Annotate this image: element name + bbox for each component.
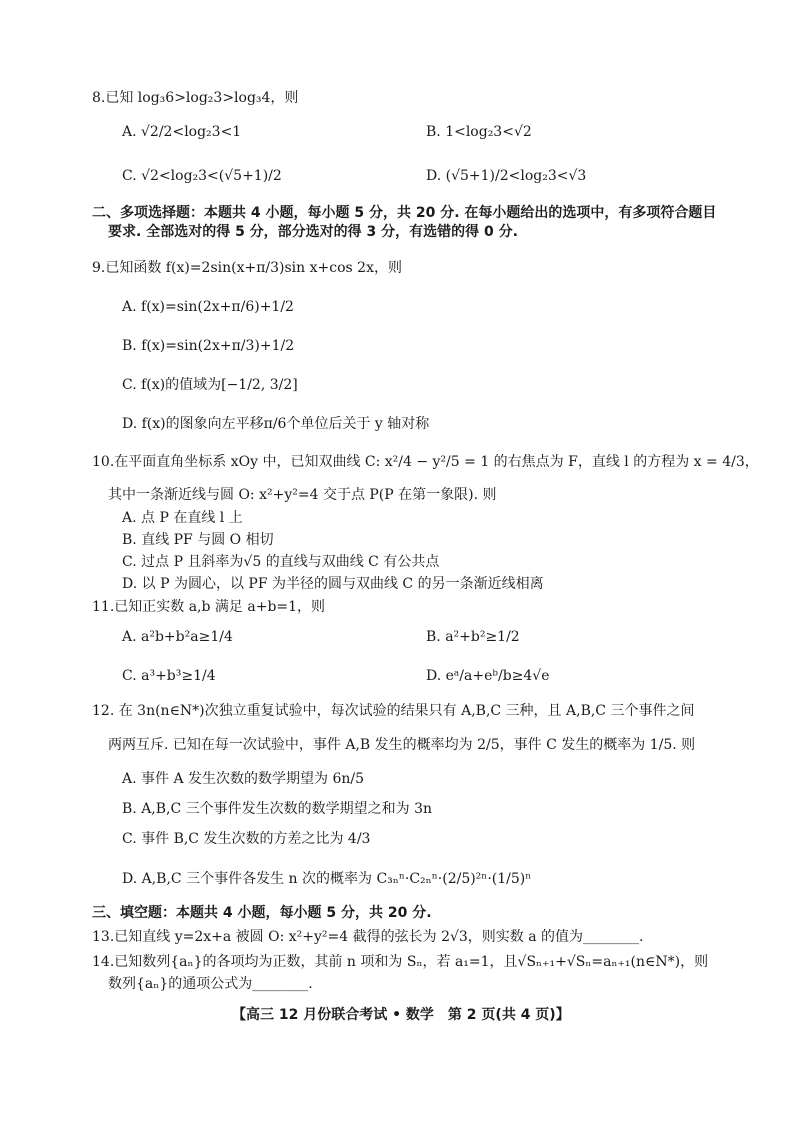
q13-stem: 13.已知直线 y=2x+a 被圆 O: x²+y²=4 截得的弦长为 2√3，则实数 a 的值为________.	[92, 929, 644, 945]
q8-option-d: D. (√5+1)/2<log₂3<√3	[426, 168, 587, 184]
section-2-heading: 二、多项选择题：本题共 4 小题，每小题 5 分，共 20 分. 在每小题给出的选项中，有多项符合题目	[92, 205, 717, 221]
q9-stem: 9.已知函数 f(x)=2sin(x+π/3)sin x+cos 2x，则	[92, 260, 402, 276]
q10-option-b: B. 直线 PF 与圆 O 相切	[122, 532, 274, 548]
q12-stem-line1: 12. 在 3n(n∈N*)次独立重复试验中，每次试验的结果只有 A,B,C 三种，且 A,B,C 三个事件之间	[92, 703, 695, 719]
q10-option-d: D. 以 P 为圆心，以 PF 为半径的圆与双曲线 C 的另一条渐近线相离	[122, 576, 544, 592]
page-footer: 【高三 12 月份联合考试 • 数学 第 2 页(共 4 页)】	[232, 1007, 570, 1023]
q8-stem: 8.已知 log₃6>log₂3>log₃4，则	[92, 90, 299, 106]
q10-stem-line2: 其中一条渐近线与圆 O: x²+y²=4 交于点 P(P 在第一象限). 则	[108, 487, 497, 503]
q9-option-c: C. f(x)的值域为[−1/2, 3/2]	[122, 377, 298, 393]
section-2-instructions: 要求. 全部选对的得 5 分，部分选对的得 3 分，有选错的得 0 分.	[108, 224, 518, 240]
section-3-heading: 三、填空题：本题共 4 小题，每小题 5 分，共 20 分.	[92, 905, 432, 921]
q11-option-a: A. a²b+b²a≥1/4	[122, 629, 233, 645]
q14-stem-line1: 14.已知数列{aₙ}的各项均为正数，其前 n 项和为 Sₙ，若 a₁=1，且√Sₙ₊₁+√Sₙ=aₙ₊₁(n∈N*)，则	[92, 954, 709, 970]
q9-option-a: A. f(x)=sin(2x+π/6)+1/2	[122, 299, 294, 315]
q10-stem-line1: 10.在平面直角坐标系 xOy 中，已知双曲线 C: x²/4 − y²/5 = 1 的右焦点为 F，直线 l 的方程为 x = 4/3，	[92, 454, 759, 470]
q9-option-d: D. f(x)的图象向左平移π/6个单位后关于 y 轴对称	[122, 416, 430, 432]
q12-option-d: D. A,B,C 三个事件各发生 n 次的概率为 C₃ₙⁿ·C₂ₙⁿ·(2/5)²ⁿ·(1/5)ⁿ	[122, 871, 532, 887]
q14-stem-line2: 数列{aₙ}的通项公式为________.	[108, 976, 313, 992]
q8-option-c: C. √2<log₂3<(√5+1)/2	[122, 168, 282, 184]
q8-option-a: A. √2/2<log₂3<1	[122, 124, 242, 140]
q10-option-a: A. 点 P 在直线 l 上	[122, 510, 243, 526]
q12-stem-line2: 两两互斥. 已知在每一次试验中，事件 A,B 发生的概率均为 2/5，事件 C 发生的概率为 1/5. 则	[108, 737, 696, 753]
q11-stem: 11.已知正实数 a,b 满足 a+b=1，则	[92, 599, 326, 615]
q12-option-b: B. A,B,C 三个事件发生次数的数学期望之和为 3n	[122, 801, 433, 817]
q9-option-b: B. f(x)=sin(2x+π/3)+1/2	[122, 338, 295, 354]
q12-option-c: C. 事件 B,C 发生次数的方差之比为 4/3	[122, 831, 371, 847]
q11-option-d: D. eᵃ/a+eᵇ/b≥4√e	[426, 668, 550, 684]
q12-option-a: A. 事件 A 发生次数的数学期望为 6n/5	[122, 771, 365, 787]
q11-option-b: B. a²+b²≥1/2	[426, 629, 520, 645]
q8-option-b: B. 1<log₂3<√2	[426, 124, 532, 140]
q11-option-c: C. a³+b³≥1/4	[122, 668, 216, 684]
q10-option-c: C. 过点 P 且斜率为√5 的直线与双曲线 C 有公共点	[122, 554, 440, 570]
